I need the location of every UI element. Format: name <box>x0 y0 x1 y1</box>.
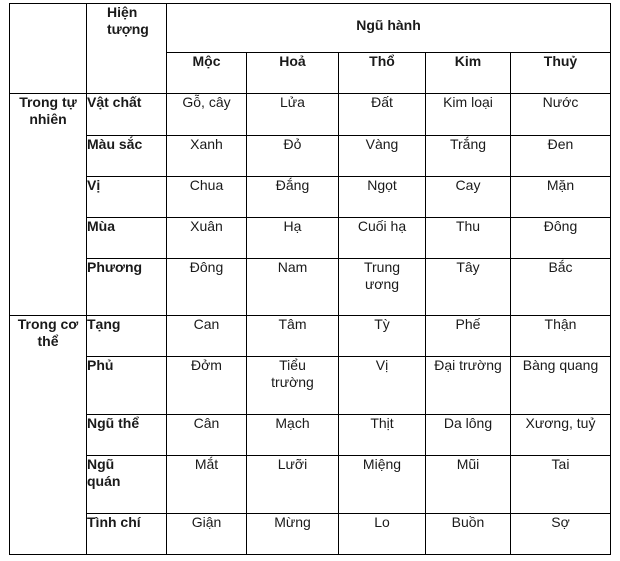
table-cell: Da lông <box>426 415 511 456</box>
row-label: Ngũ quán <box>87 456 167 513</box>
table-cell: Tâm <box>247 315 339 356</box>
table-row <box>10 218 611 259</box>
table-cell: Tiểu trường <box>247 356 339 414</box>
table-cell: Đông <box>511 218 611 259</box>
table-cell: Đất <box>339 94 426 135</box>
table-cell: Sợ <box>511 513 611 554</box>
table-cell: Đại trường <box>426 356 511 414</box>
row-label: Phương <box>87 259 167 315</box>
table-cell: Mừng <box>247 513 339 554</box>
table-cell: Can <box>167 315 247 356</box>
table-cell: Thận <box>511 315 611 356</box>
table-cell: Thu <box>426 218 511 259</box>
table-cell: Phế <box>426 315 511 356</box>
row-label: Vật chất <box>87 94 167 135</box>
row-label: Mùa <box>87 218 167 259</box>
table-cell: Đỏ <box>247 135 339 176</box>
header-element-thuy: Thuỷ <box>511 53 611 94</box>
header-row-1 <box>10 4 611 53</box>
table-cell: Mắt <box>167 456 247 513</box>
table-row <box>10 176 611 217</box>
table-cell: Xuân <box>167 218 247 259</box>
table-cell: Bắc <box>511 259 611 315</box>
table-row <box>10 94 611 135</box>
table-cell: Vàng <box>339 135 426 176</box>
table-cell: Bàng quang <box>511 356 611 414</box>
table-cell: Nước <box>511 94 611 135</box>
table-cell: Xanh <box>167 135 247 176</box>
table-cell: Tai <box>511 456 611 513</box>
table-cell: Giận <box>167 513 247 554</box>
table-cell: Cân <box>167 415 247 456</box>
table-row <box>10 135 611 176</box>
five-elements-table <box>9 3 611 555</box>
table-cell: Đởm <box>167 356 247 414</box>
table-cell: Thịt <box>339 415 426 456</box>
header-element-moc: Mộc <box>167 53 247 94</box>
corner-cell <box>10 4 87 94</box>
table-cell: Trung ương <box>339 259 426 315</box>
table-cell: Nam <box>247 259 339 315</box>
table-cell: Ngọt <box>339 176 426 217</box>
table-cell: Chua <box>167 176 247 217</box>
row-label: Vị <box>87 176 167 217</box>
table-cell: Tây <box>426 259 511 315</box>
table-cell: Lo <box>339 513 426 554</box>
header-element-kim: Kim <box>426 53 511 94</box>
table-cell: Đắng <box>247 176 339 217</box>
table-cell: Gỗ, cây <box>167 94 247 135</box>
table-row <box>10 513 611 554</box>
table-row <box>10 259 611 315</box>
table-cell: Trắng <box>426 135 511 176</box>
table-cell: Kim loại <box>426 94 511 135</box>
table-row <box>10 456 611 513</box>
table-cell: Buồn <box>426 513 511 554</box>
table-cell: Đen <box>511 135 611 176</box>
table-cell: Xương, tuỷ <box>511 415 611 456</box>
header-element-tho: Thổ <box>339 53 426 94</box>
table-row <box>10 356 611 414</box>
table-cell: Mạch <box>247 415 339 456</box>
row-label: Ngũ thể <box>87 415 167 456</box>
table-cell: Lưỡi <box>247 456 339 513</box>
table-cell: Mũi <box>426 456 511 513</box>
row-label: Tình chí <box>87 513 167 554</box>
row-label: Màu sắc <box>87 135 167 176</box>
table-cell: Miệng <box>339 456 426 513</box>
table-cell: Vị <box>339 356 426 414</box>
header-five-elements: Ngũ hành <box>167 4 611 53</box>
section-label-nature: Trong tự nhiên <box>10 94 87 315</box>
table-cell: Cay <box>426 176 511 217</box>
header-phenomenon: Hiện tượng <box>87 4 167 94</box>
header-element-hoa: Hoả <box>247 53 339 94</box>
table-cell: Mặn <box>511 176 611 217</box>
table-cell: Đông <box>167 259 247 315</box>
table-cell: Lửa <box>247 94 339 135</box>
table-row <box>10 315 611 356</box>
row-label: Tạng <box>87 315 167 356</box>
row-label: Phủ <box>87 356 167 414</box>
table-cell: Tỳ <box>339 315 426 356</box>
section-label-body: Trong cơ thể <box>10 315 87 554</box>
table-row <box>10 415 611 456</box>
table-cell: Hạ <box>247 218 339 259</box>
table-cell: Cuối hạ <box>339 218 426 259</box>
